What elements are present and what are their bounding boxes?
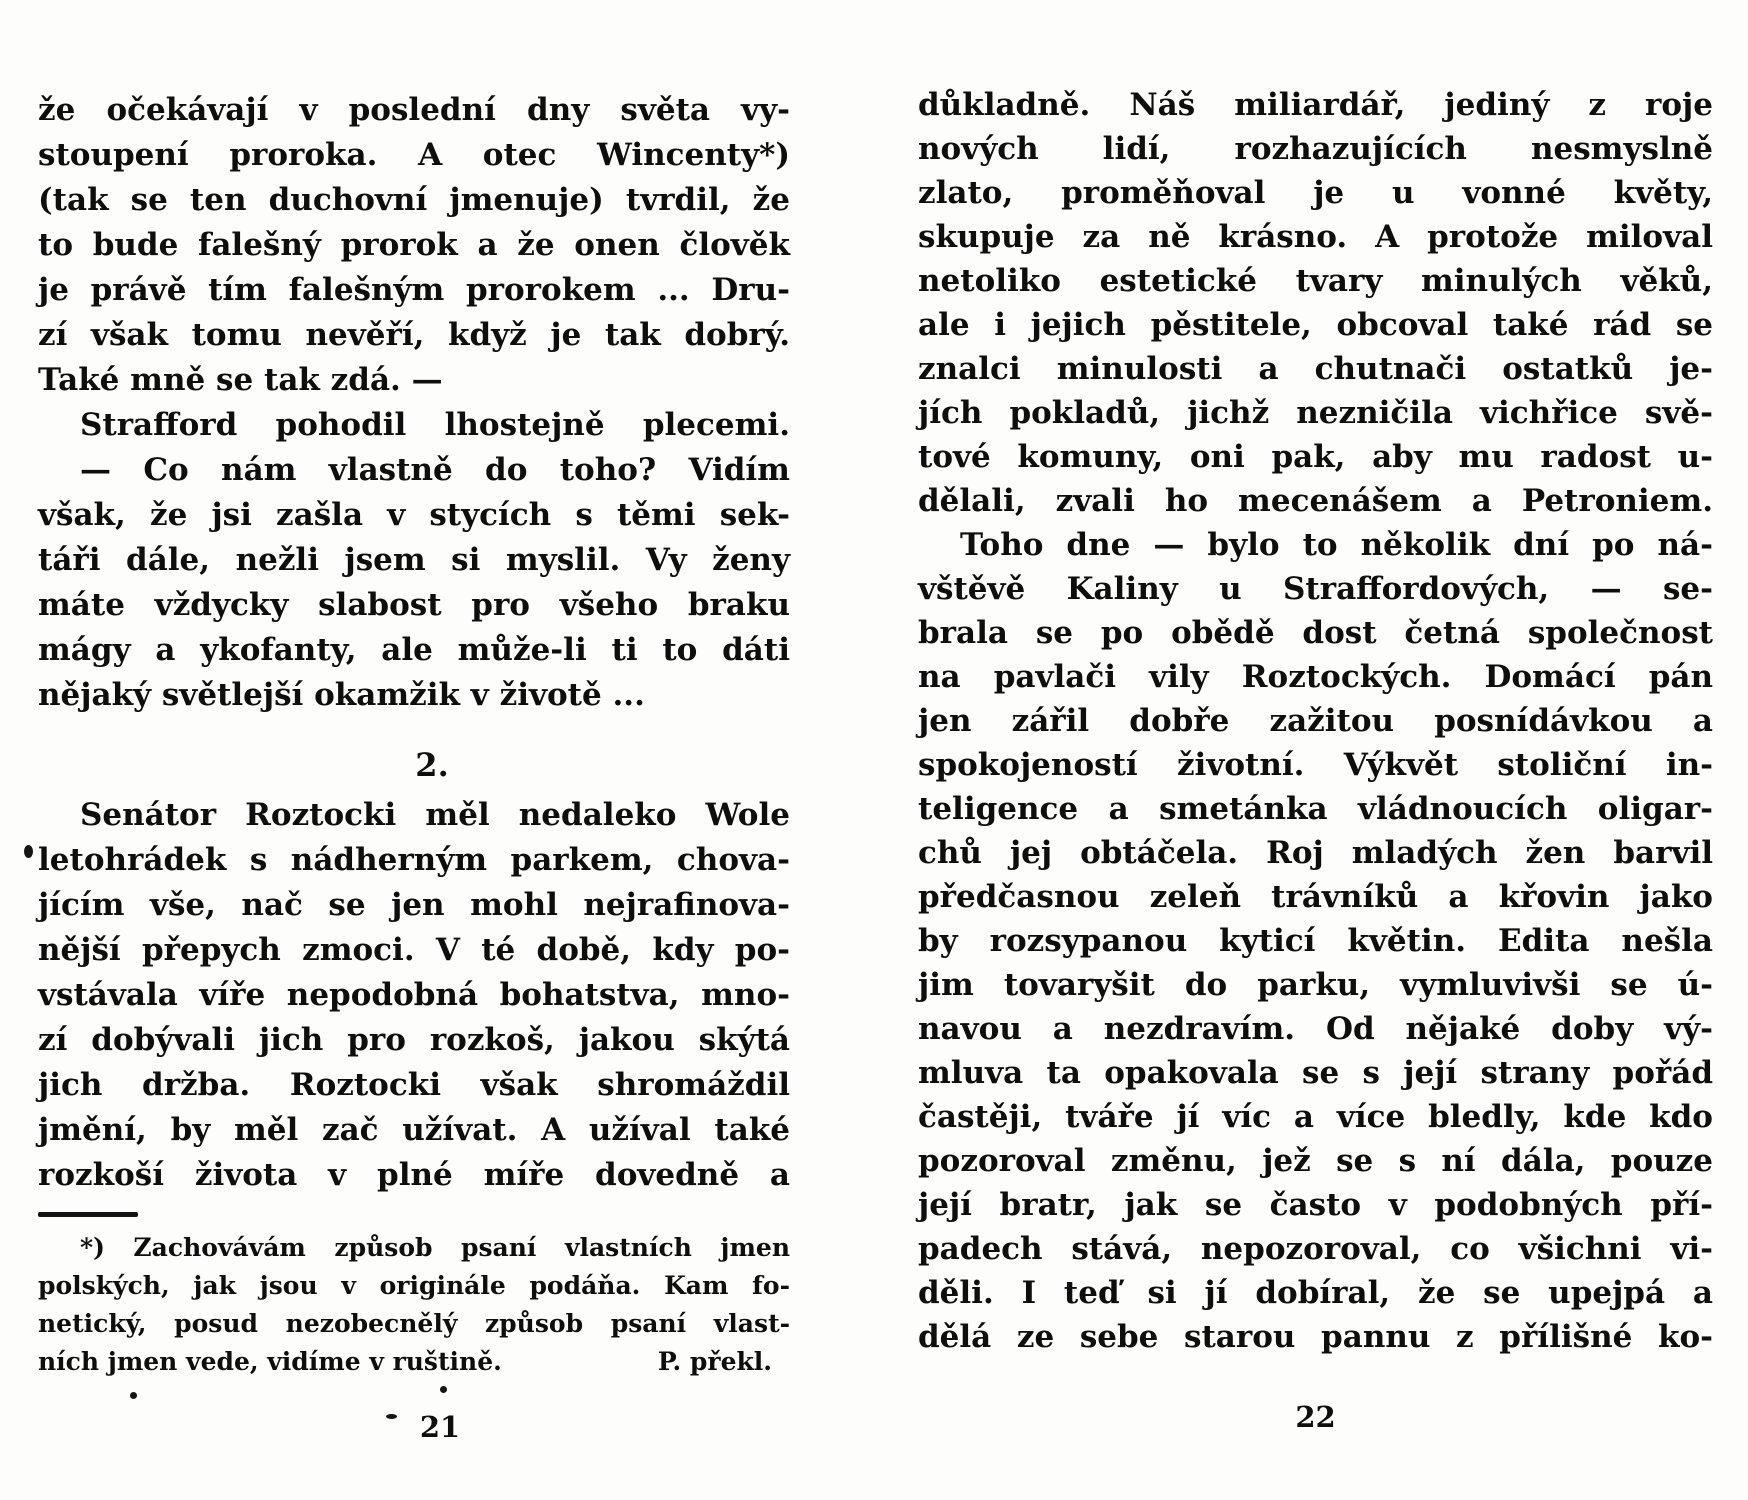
book-page-left — [38, 88, 790, 1447]
text-line: vstávala víře nepodobná bohatstva, mno- — [38, 977, 790, 1013]
footnote-line: netický, posud nezobecnělý způsob psaní vlast- — [38, 1309, 790, 1338]
text-line: ale i jejich pěstitele, obcoval také rád se — [918, 307, 1713, 343]
text-line: stoupení proroka. A otec Wincenty*) — [38, 137, 790, 173]
text-line: jícím vše, nač se jen mohl nejrafinova- — [38, 887, 790, 923]
text-line: mluva ta opakovala se s její strany pořád — [918, 1055, 1713, 1091]
text-line: častěji, tváře jí víc a více bledly, kde kdo — [918, 1099, 1713, 1135]
section-heading: 2. — [415, 746, 449, 784]
footnote-line: polských, jak jsou v originále podáňa. Kam fo- — [38, 1271, 790, 1300]
footnote-text: ních jmen vede, vidíme v ruštině. — [38, 1347, 502, 1376]
text-line: chů jej obtáčela. Roj mladých žen barvil — [918, 835, 1713, 871]
ink-speck — [440, 1386, 447, 1393]
text-line: padech stává, nepozoroval, co všichni vi- — [918, 1231, 1713, 1267]
text-line: teligence a smetánka vládnoucích oligar- — [918, 791, 1713, 827]
page-number: 21 — [419, 1410, 461, 1444]
book-page-right — [918, 83, 1713, 1437]
ink-speck — [130, 1392, 137, 1399]
text-line: zí dobývali jich pro rozkoš, jakou skýtá — [38, 1022, 790, 1058]
text-line: zí však tomu nevěří, když je tak dobrý. — [38, 317, 790, 353]
text-line: skupuje za ně krásno. A protože miloval — [918, 219, 1713, 255]
text-line: Senátor Roztocki měl nedaleko Wole — [80, 797, 790, 833]
footnote-line: *) Zachovávám způsob psaní vlastních jmen — [80, 1233, 790, 1262]
text-line: její bratr, jak se často v podobných pří- — [918, 1187, 1713, 1223]
ink-speck — [386, 1414, 397, 1419]
text-line: — Co nám vlastně do toho? Vidím — [80, 452, 790, 488]
text-line: Strafford pohodil lhostejně plecemi. — [80, 407, 790, 443]
text-line: jich držba. Roztocki však shromáždil — [38, 1067, 790, 1103]
text-line: máte vždycky slabost pro všeho braku — [38, 587, 790, 623]
text-line: jmění, by měl zač užívat. A užíval také — [38, 1112, 790, 1148]
text-line: důkladně. Náš miliardář, jediný z roje — [918, 87, 1713, 123]
text-line: tové komuny, oni pak, aby mu radost u- — [918, 439, 1713, 475]
text-line: jim tovaryšit do parku, vymluvivši se ú- — [918, 967, 1713, 1003]
text-line: na pavlači vily Roztockých. Domácí pán — [918, 659, 1713, 695]
text-line: jích pokladů, jichž nezničila vichřice svě- — [918, 395, 1713, 431]
ink-speck — [24, 845, 33, 858]
text-line: je právě tím falešným prorokem ... Dru- — [38, 272, 790, 308]
text-line: brala se po obědě dost četná společnost — [918, 615, 1713, 651]
text-line: pozoroval změnu, jež se s ní dála, pouze — [918, 1143, 1713, 1179]
text-line: letohrádek s nádherným parkem, chova- — [38, 842, 790, 878]
text-line: táři dále, nežli jsem si myslil. Vy ženy — [38, 542, 790, 578]
text-line: Toho dne — bylo to několik dní po ná- — [960, 527, 1713, 563]
text-line: (tak se ten duchovní jmenuje) tvrdil, že — [38, 182, 790, 218]
text-line: spokojeností životní. Výkvět stoliční in- — [918, 747, 1713, 783]
text-line: mágy a ykofanty, ale může-li ti to dáti — [38, 632, 790, 668]
text-line: znalci minulosti a chutnači ostatků je- — [918, 351, 1713, 387]
footnote-rule — [38, 1212, 138, 1217]
text-line: nových lidí, rozhazujících nesmyslně — [918, 131, 1713, 167]
text-line: vštěvě Kaliny u Straffordových, — se- — [918, 571, 1713, 607]
text-line: dělali, zvali ho mecenášem a Petroniem. — [918, 483, 1713, 519]
text-line: to bude falešný prorok a že onen člověk — [38, 227, 790, 263]
text-line: však, že jsi zašla v stycích s těmi sek- — [38, 497, 790, 533]
text-line: rozkoší života v plné míře dovedně a — [38, 1157, 790, 1193]
text-line: děli. I teď si jí dobíral, že se upejpá a — [918, 1275, 1713, 1311]
text-line: by rozsypanou kyticí květin. Edita nešla — [918, 923, 1713, 959]
footnote-line — [38, 1343, 790, 1381]
page-number: 22 — [1295, 1400, 1336, 1434]
text-line: že očekávají v poslední dny světa vy- — [38, 92, 790, 128]
text-line: Také mně se tak zdá. — — [38, 362, 443, 398]
footnote-signature: P. překl. — [657, 1347, 772, 1376]
text-line: nější přepych zmoci. V té době, kdy po- — [38, 932, 790, 968]
text-line: navou a nezdravím. Od nějaké doby vý- — [918, 1011, 1713, 1047]
text-line: netoliko estetické tvary minulých věků, — [918, 263, 1713, 299]
text-line: dělá ze sebe starou pannu z přílišné ko- — [918, 1319, 1713, 1355]
text-line: nějaký světlejší okamžik v životě ... — [38, 677, 645, 713]
text-line: zlato, proměňoval je u vonné květy, — [918, 175, 1713, 211]
text-line: předčasnou zeleň trávníků a křovin jako — [918, 879, 1713, 915]
text-line: jen zářil dobře zažitou posnídávkou a — [918, 703, 1713, 739]
